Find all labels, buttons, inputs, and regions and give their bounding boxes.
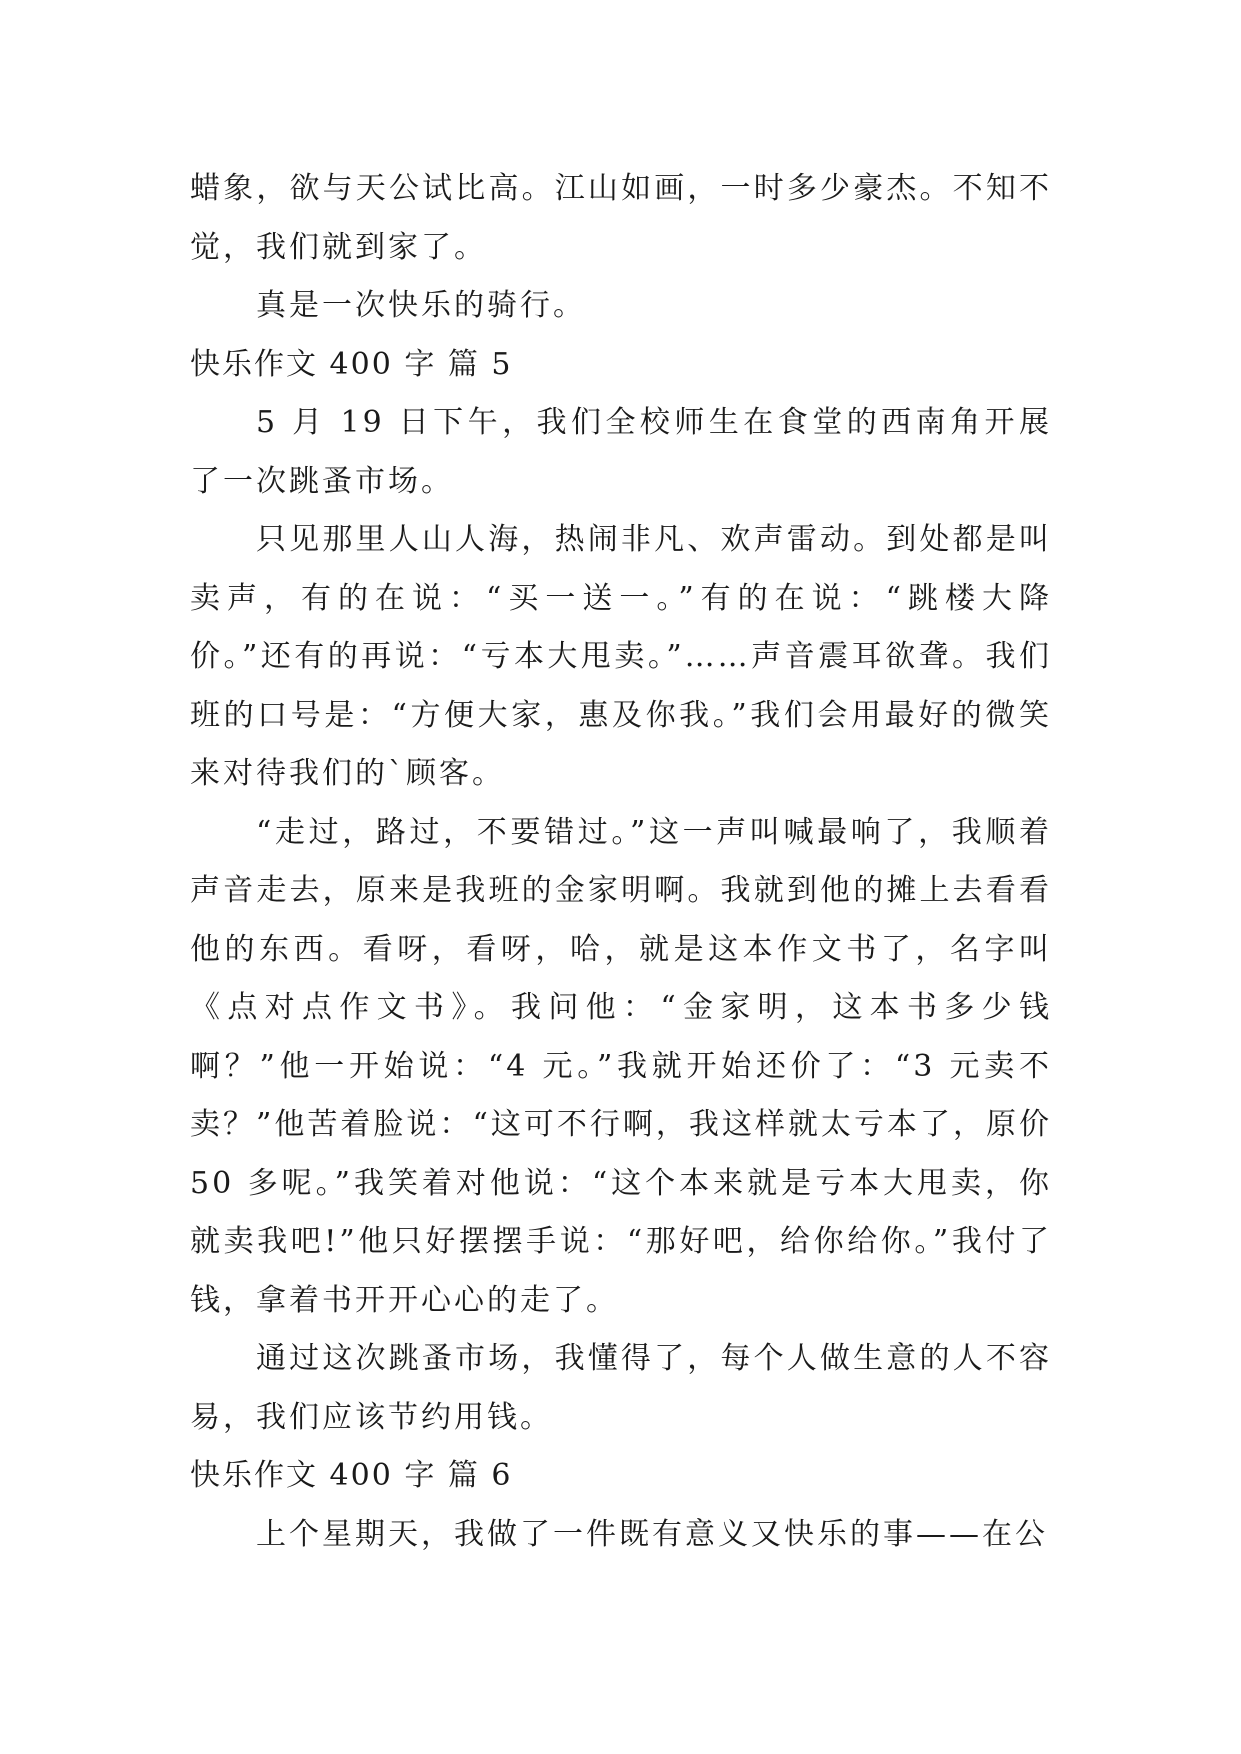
paragraph-continuation: 蜡象，欲与天公试比高。江山如画，一时多少豪杰。不知不觉，我们就到家了。 [190,171,1052,265]
paragraph-market-intro: 5 月 19 日下午，我们全校师生在食堂的西南角开展了一次跳蚤市场。 [190,405,1052,499]
section-heading-5: 快乐作文 400 字 篇 5 [190,346,513,382]
paragraph-sunday-intro: 上个星期天，我做了一件既有意义又快乐的事——在公 [256,1516,1048,1552]
paragraph-market-scene: 只见那里人山人海，热闹非凡、欢声雷动。到处都是叫卖声，有的在说：“买一送一。”有的在说：“跳楼大降价。”还有的再说：“亏本大甩卖。”……声音震耳欲聋。我们班的口号是：“方便大家，惠及你我。”我们会用最好的微笑来对待我们的`顾客。 [190,522,1052,791]
paragraph-market-lesson: 通过这次跳蚤市场，我懂得了，每个人做生意的人不容易，我们应该节约用钱。 [190,1341,1052,1435]
document-body [190,160,1052,1564]
section-heading-6: 快乐作文 400 字 篇 6 [190,1458,513,1493]
paragraph-book-bargain: “走过，路过，不要错过。”这一声叫喊最响了，我顺着声音走去，原来是我班的金家明啊。我就到他的摊上去看看他的东西。看呀，看呀，哈，就是这本作文书了，名字叫《点对点作文书》。我问他：“金家明，这本书多少钱啊？”他一开始说：“4 元。”我就开始还价了：“3 元卖不卖？”他苦着脸说：“这可不行啊，我这样就太亏本了，原价 50 多呢。”我笑着对他说：“这个本来就是亏本大甩卖，你就卖我吧!”他只好摆摆手说：“那好吧，给你给你。”我付了钱，拿着书开开心心的走了。 [190,814,1052,1318]
paragraph-ride-conclusion: 真是一次快乐的骑行。 [256,288,586,323]
